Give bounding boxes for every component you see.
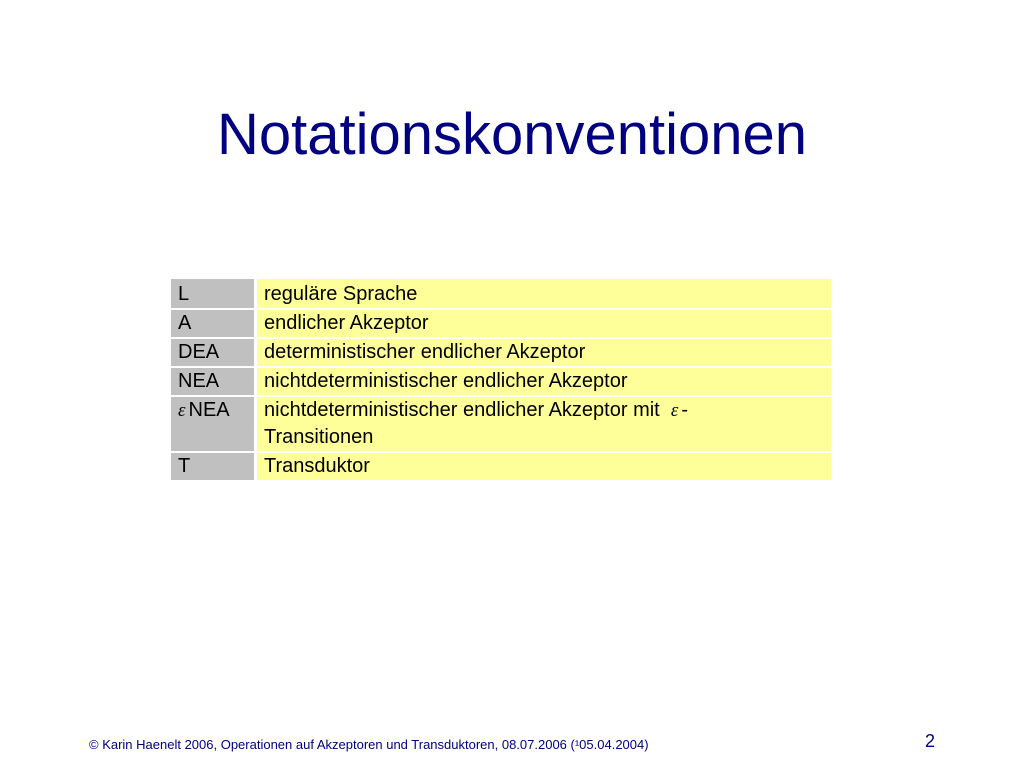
epsilon-symbol: ε <box>670 400 679 421</box>
abbreviation-cell: NEA <box>170 367 257 396</box>
table-row <box>170 278 832 309</box>
abbreviation-cell: T <box>170 452 257 481</box>
meaning-text: nichtdeterministischer endlicher Akzeptor mit <box>264 399 660 421</box>
table-row <box>170 338 832 367</box>
table-row <box>170 396 832 452</box>
page-number: 2 <box>925 731 936 751</box>
table-row <box>170 452 832 481</box>
meaning-cell: nichtdeterministischer endlicher Akzeptor <box>257 367 832 396</box>
abbreviation-cell: DEA <box>170 338 257 367</box>
meaning-hyphen: - <box>681 399 689 421</box>
table-row <box>170 367 832 396</box>
meaning-cell: deterministischer endlicher Akzeptor <box>257 338 832 367</box>
abbreviation-text: NEA <box>188 399 230 421</box>
abbreviation-cell: A <box>170 309 257 338</box>
meaning-text-line2: Transitionen <box>264 426 374 448</box>
footer-copyright: © Karin Haenelt 2006, Operationen auf Akzeptoren und Transduktoren, 08.07.2006 (¹05.04.2004) <box>89 737 649 752</box>
notation-table <box>170 278 832 481</box>
epsilon-symbol: ε <box>178 400 186 421</box>
meaning-cell: Transduktor <box>257 452 832 481</box>
abbreviation-cell <box>170 396 257 452</box>
table-row <box>170 309 832 338</box>
meaning-cell: reguläre Sprache <box>257 278 832 309</box>
meaning-cell: endlicher Akzeptor <box>257 309 832 338</box>
abbreviation-cell: L <box>170 278 257 309</box>
slide-title: Notationskonventionen <box>216 102 808 167</box>
meaning-cell <box>257 396 832 452</box>
